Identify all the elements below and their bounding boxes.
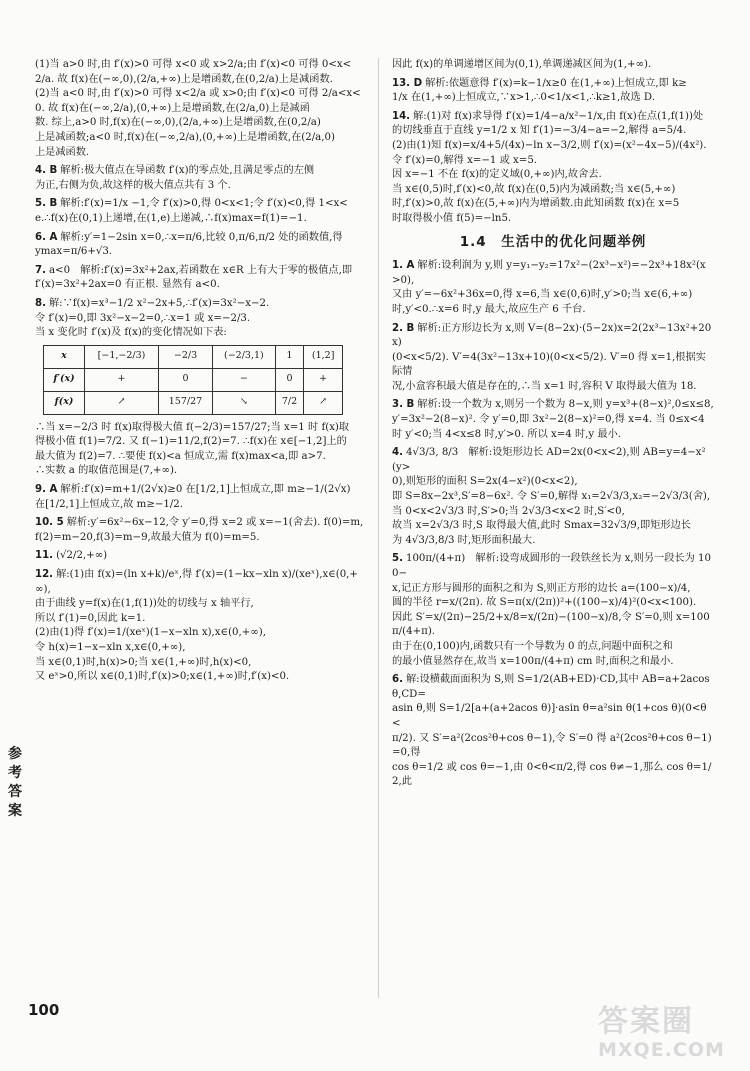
table-cell: ↗	[85, 391, 159, 414]
answer-line: 由于曲线 y=f(x)在(1,f(1))处的切线与 x 轴平行,	[35, 598, 254, 610]
answer-line: 解析:依题意得 f′(x)=k−1/x≥0 在(1,+∞)上恒成立,即 k≥	[425, 77, 687, 89]
answer-line: 的最小值显然存在,故当 x=100π/(4+π) cm 时,面积之和最小.	[392, 655, 674, 667]
answer-item	[392, 322, 714, 395]
answer-line: 即 S=8x−2x³,S′=8−6x². 令 S′=0,解得 x₁=2√3/3,x₂=−2√3/3(舍),	[392, 491, 711, 503]
answer-line: ∴当 x=−2/3 时 f(x)取得极大值 f(−2/3)=157/27;当 x=1 时 f(x)取	[35, 421, 350, 433]
answer-number: 14.	[392, 110, 411, 122]
answer-item	[35, 516, 365, 545]
table-cell: f(x)	[44, 391, 85, 414]
answer-line: 在[1/2,1]上恒成立,故 m≥−1/2.	[35, 498, 184, 510]
answer-line: 时取得极小值 f(5)=−ln5.	[392, 212, 512, 224]
answer-line: cos θ=1/2 或 cos θ=−1,由 0<θ<π/2,得 cos θ≠−1,那么 cos θ=1/2,此	[392, 761, 712, 788]
answer-line: 100π/(4+π) 解析:设弯成圆形的一段铁丝长为 x,则另一段长为 100−	[392, 553, 711, 579]
answer-list-left	[35, 58, 365, 341]
watermark-logo	[598, 1005, 738, 1065]
table-cell: 0	[159, 368, 213, 391]
variation-table	[43, 345, 343, 415]
answer-number: 6. A	[35, 231, 58, 243]
watermark-bottom-text: MXQE.COM	[598, 1039, 725, 1061]
answer-list-right	[392, 58, 714, 227]
answer-item	[392, 398, 714, 442]
column-divider	[378, 58, 379, 998]
answer-number: 4. B	[35, 165, 58, 177]
answer-line: x,记正方形与圆形的面积之和为 S,则正方形的边长 a=(100−x)/4,	[392, 582, 691, 594]
answer-item	[35, 483, 365, 512]
answer-item	[392, 58, 714, 73]
table-cell: (−2/3,1)	[212, 345, 275, 368]
answer-line: 所以 f′(1)=0,因此 k=1.	[35, 612, 146, 624]
answer-list-right-section	[392, 259, 714, 790]
answer-line: 得极小值 f(1)=7/2. 又 f(−1)=11/2,f(2)=7. ∴f(x)在 x∈[−1,2]上的	[35, 436, 347, 448]
answer-line: 令 f′(x)=0,即 3x²−x−2=0,∴x=1 或 x=−2/3.	[35, 312, 251, 324]
answer-line: ∴实数 a 的取值范围是(7,+∞).	[35, 465, 178, 477]
answer-line: 当 x 变化时 f′(x)及 f(x)的变化情况如下表:	[35, 327, 227, 339]
answer-item	[35, 231, 365, 260]
answer-line: 1/x 在(1,+∞)上恒成立,∵x>1,∴0<1/x<1,∴k≥1,故选 D.	[392, 92, 655, 104]
answer-line: 令 h(x)=1−x−xln x,x∈(0,+∞),	[35, 642, 186, 653]
answer-number: 3. B	[392, 399, 415, 411]
answer-line: 由于在(0,100)内,函数只有一个导数为 0 的点,问题中面积之和	[392, 640, 673, 652]
table-cell: ↘	[212, 391, 275, 414]
answer-line: 2/a. 故 f(x)在(−∞,0),(2/a,+∞)上是增函数,在(0,2/a)上是减函数.	[35, 73, 333, 85]
side-label: 参考答案	[8, 746, 22, 819]
answer-line: (2)当 a<0 时,由 f′(x)>0 可得 x<2/a 或 x>0;由 f′(x)<0 可得 2/a<x<	[35, 88, 361, 100]
answer-line: 解析:f′(x)=1/x −1,令 f′(x)>0,得 0<x<1;令 f′(x)<0,得 1<x<	[60, 198, 348, 210]
answer-number: 1. A	[392, 260, 415, 272]
table-cell: −	[212, 368, 275, 391]
answer-item	[35, 568, 365, 685]
answer-line: 上是减函数.	[35, 146, 90, 158]
answer-line: 解析:设利润为 y,则 y=y₁−y₂=17x²−(2x³−x²)=−2x³+18x²(x>0),	[392, 260, 706, 286]
answer-number: 5.	[392, 553, 403, 565]
table-cell: 157/27	[159, 391, 213, 414]
answer-number: 6.	[392, 674, 403, 686]
answer-line: 当 0<x<2√3/3 时,S′>0;当 2√3/3<x<2 时,S′<0,	[392, 505, 625, 517]
answer-item	[35, 164, 365, 193]
answer-line: 因 x=−1 不在 f(x)的定义域(0,+∞)内,故舍去.	[392, 169, 602, 181]
answer-line: 0. 故 f(x)在(−∞,2/a),(0,+∞)上是增函数,在(2/a,0)上是减函	[35, 102, 310, 114]
answer-item	[35, 421, 365, 479]
answer-line: 解析:f′(x)=m+1/(2√x)≥0 在[1/2,1]上恒成立,即 m≥−1/(2√x)	[60, 484, 351, 496]
answer-line: (√2/2,+∞)	[56, 550, 108, 562]
answer-number: 7.	[35, 264, 46, 276]
answer-item	[392, 673, 714, 790]
answer-line: ymax=π/6+√3.	[35, 246, 113, 258]
answer-line: f′(x)=3x²+2ax=0 有正根. 显然有 a<0.	[35, 279, 220, 291]
answer-line: 故当 x=2√3/3 时,S 取得最大值,此时 Smax=32√3/9,即矩形边长	[392, 520, 691, 532]
answer-line: (0<x<5/2). V′=4(3x²−13x+10)(0<x<5/2). V′=0 得 x=1,根据实际情	[392, 351, 706, 378]
answer-line: 时 y′<0;当 4<x≤8 时,y′>0. 所以 x=4 时,y 最小.	[392, 428, 622, 440]
answer-number: 10. 5	[35, 517, 64, 529]
answer-line: 4√3/3, 8/3 解析:设矩形边长 AD=2x(0<x<2),则 AB=y=4−x²(y>	[392, 447, 706, 473]
answer-line: 时,f′(x)>0,故 f(x)在(5,+∞)内为增函数.由此知函数 f(x)在 x=5	[392, 198, 680, 210]
answer-number: 5. B	[35, 198, 58, 210]
answer-line: 况,小盒容积最大值是存在的,∴当 x=1 时,容积 V 取得最大值为 18.	[392, 380, 697, 392]
answer-line: 当 x∈(0,5)时,f′(x)<0,故 f(x)在(0,5)内为减函数;当 x∈(5,+∞)	[392, 183, 676, 195]
answer-number: 12.	[35, 569, 54, 581]
answer-line: 圆的半径 r=x/(2π). 故 S=π(x/(2π))²+((100−x)/4)²(0<x<100).	[392, 597, 697, 609]
table-row	[44, 345, 343, 368]
table-cell: 1	[275, 345, 304, 368]
answer-line: 解:(1)由 f(x)=(ln x+k)/eˣ,得 f′(x)=(1−kx−xln x)/(xeˣ),x∈(0,+∞),	[35, 569, 358, 595]
answer-line: (2)由(1)知 f(x)=x/4+5/(4x)−ln x−3/2,则 f′(x)=(x²−4x−5)/(4x²).	[392, 139, 707, 151]
table-cell: 0	[275, 368, 304, 391]
answer-item	[392, 77, 714, 106]
answer-item	[35, 197, 365, 226]
answer-line: 上是减函数;a<0 时,f(x)在(−∞,2/a),(0,+∞)上是增函数,在(2/a,0)	[35, 131, 335, 143]
page-number: 100	[28, 1001, 60, 1019]
table-cell: ↗	[304, 391, 343, 414]
answer-line: (2)由(1)得 f′(x)=1/(xeˣ)(1−x−xln x),x∈(0,+∞),	[35, 627, 266, 639]
answer-line: 令 f′(x)=0,解得 x=−1 或 x=5.	[392, 154, 538, 166]
answer-line: 数. 综上,a>0 时,f(x)在(−∞,0),(2/a,+∞)上是增函数,在(0,2/a)	[35, 117, 321, 129]
answer-number: 11.	[35, 550, 54, 562]
answer-line: 又 eˣ>0,所以 x∈(0,1)时,f′(x)>0;x∈(1,+∞)时,f′(x)<0.	[35, 671, 290, 683]
table-cell: [−1,−2/3)	[85, 345, 159, 368]
answer-line: e.∴f(x)在(0,1)上递增,在(1,e)上递减,∴f(x)max=f(1)=−1.	[35, 212, 307, 224]
answer-line: 又由 y′=−6x²+36x=0,得 x=6,当 x∈(0,6)时,y′>0;当 x∈(6,+∞)	[392, 289, 693, 301]
answer-item	[35, 264, 365, 293]
answer-item	[392, 446, 714, 548]
answer-line: 因此 S′=x/(2π)−25/2+x/8=x/(2π)−(100−x)/8,令 S′=0,则 x=100π/(4+π).	[392, 611, 710, 638]
table-cell: 7/2	[275, 391, 304, 414]
section-title: 1.4 生活中的优化问题举例	[459, 233, 647, 250]
table-cell: (1,2]	[304, 345, 343, 368]
answer-item	[392, 552, 714, 669]
table-cell: x	[44, 345, 85, 368]
answer-line: 当 x∈(0,1)时,h(x)>0;当 x∈(1,+∞)时,h(x)<0,	[35, 656, 252, 668]
answer-line: asin θ,则 S=1/2[a+(a+2acos θ)]·asin θ=a²sin θ(1+cos θ)(0<θ<	[392, 703, 707, 729]
answer-item	[392, 110, 714, 227]
answer-line: 因此 f(x)的单调递增区间为(0,1),单调递减区间为(1,+∞).	[392, 59, 652, 70]
answer-line: 解:(1)对 f(x)求导得 f′(x)=1/4−a/x²−1/x,由 f(x)在点(1,f(1))处	[413, 110, 704, 122]
table-cell: +	[85, 368, 159, 391]
table-row	[44, 391, 343, 414]
answer-line: a<0 解析:f′(x)=3x²+2ax,若函数在 x∈R 上有大于零的极值点,即	[48, 264, 353, 276]
table-cell: −2/3	[159, 345, 213, 368]
answer-line: 解:设横截面面积为 S,则 S=1/2(AB+ED)·CD,其中 AB=a+2acos θ,CD=	[392, 674, 710, 700]
answer-number: 2. B	[392, 322, 415, 334]
answer-item	[35, 549, 365, 564]
left-column	[35, 58, 365, 689]
table-cell: +	[304, 368, 343, 391]
answer-line: 为正,右侧为负,故这样的极大值点共有 3 个.	[35, 179, 231, 191]
answer-number: 8.	[35, 297, 46, 309]
answer-line: (1)当 a>0 时,由 f′(x)>0 可得 x<0 或 x>2/a;由 f′(x)<0 可得 0<x<	[35, 59, 352, 70]
answer-line: 时,y′<0.∴x=6 时,y 最大,故应生产 6 千台.	[392, 303, 586, 315]
answer-line: 解析:设一个数为 x,则另一个数为 8−x,则 y=x³+(8−x)²,0≤x≤8,	[417, 399, 714, 411]
answer-list-left-continued	[35, 421, 365, 685]
watermark-top-text: 答案圈	[598, 1004, 694, 1039]
answer-line: 解析:y′=6x²−6x−12,令 y′=0,得 x=2 或 x=−1(舍去). f(0)=m,	[66, 517, 364, 529]
answer-item	[35, 58, 365, 160]
answer-line: 解析:正方形边长为 x,则 V=(8−2x)·(5−2x)x=2(2x³−13x²+20x)	[392, 322, 712, 349]
answer-line: 最大值为 f(2)=7. ∴要使 f(x)<a 恒成立,需 f(x)max<a,即 a>7.	[35, 450, 326, 462]
answer-number: 9. A	[35, 484, 58, 496]
answer-item	[392, 259, 714, 317]
table-cell: f′(x)	[44, 368, 85, 391]
answer-line: 为 4√3/3,8/3 时,矩形面积最大.	[392, 534, 536, 546]
answer-number: 4.	[392, 447, 403, 459]
answer-line: 解析:极大值点在导函数 f′(x)的零点处,且满足零点的左侧	[60, 165, 315, 177]
answer-line: 0),则矩形的面积 S=2x(4−x²)(0<x<2),	[392, 476, 578, 488]
answer-line: 解析:y′=1−2sin x=0,∴x=π/6,比较 0,π/6,π/2 处的函数值,得	[60, 231, 343, 243]
right-column	[392, 58, 714, 794]
answer-line: 的切线垂直于直线 y=1/2 x 知 f′(1)=−3/4−a=−2,解得 a=5/4.	[392, 125, 687, 137]
answer-item	[35, 297, 365, 341]
answer-line: f(2)=m−20,f(3)=m−9,故最大值为 f(0)=m=5.	[35, 531, 260, 543]
answer-line: y′=3x²−2(8−x)². 令 y′=0,即 3x²−2(8−x)²=0,得 x=4. 当 0≤x<4	[392, 414, 705, 426]
answer-line: π/2). 又 S′=a²(2cos²θ+cos θ−1),令 S′=0 得 a²(2cos²θ+cos θ−1)=0,得	[392, 732, 712, 759]
answer-number: 13. D	[392, 77, 423, 89]
answer-line: 解:∵f(x)=x³−1/2 x²−2x+5,∴f′(x)=3x²−x−2.	[48, 297, 270, 309]
table-row	[44, 368, 343, 391]
